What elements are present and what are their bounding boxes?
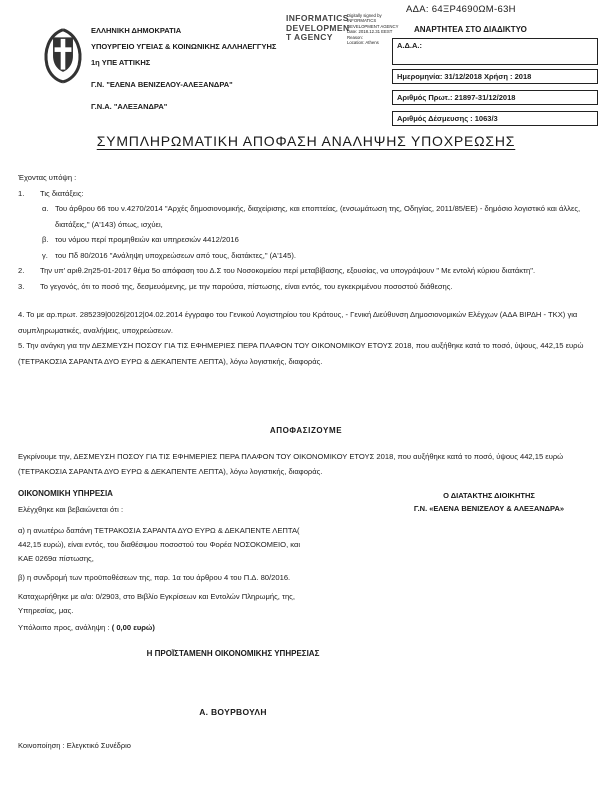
- financial-service-heading: ΟΙΚΟΝΟΜΙΚΗ ΥΠΗΡΕΣΙΑ: [18, 489, 113, 498]
- commitment-box-text: Αριθμός Δέσμευσης : 1063/3: [397, 114, 498, 123]
- list-item-5: 5. Την ανάγκη για την ΔΕΣΜΕΥΣΗ ΠΟΣΟΥ ΓΙΑ ΤΙΣ ΕΦΗΜΕΡΙΕΣ ΠΕΡΑ ΠΛΑΦΟΝ ΤΟΥ ΟΙΚΟΝΟΜΙΚΟΥ ΕΤΟΥΣ 2018, που αυξήθηκε κατά το ποσό, ύψους, 442,15 ευρώ (ΤΕΤΡΑΚΟΣΙΑ ΣΑΡΑΝΤΑ ΔΥΟ ΕΥΡΩ & ΔΕΚΑΠΕΝΤΕ ΛΕΠΤΑ), λόγω λογιστικής, διαφοράς.: [18, 341, 584, 366]
- date-box: [392, 69, 598, 84]
- ada-number: ΑΔΑ: 64ΞΡ4690ΩΜ-63Η: [406, 4, 516, 15]
- stamp-agency-line: T AGENCY: [286, 32, 333, 42]
- list-item-3: [18, 279, 598, 295]
- list-item-1-text: Τις διατάξεις:: [40, 188, 84, 198]
- stamp-detail-line: DEVELOPMENT AGENCY: [347, 23, 399, 29]
- stamp-agency-line: INFORMATICS: [286, 13, 349, 23]
- document-title: ΣΥΜΠΛΗΡΩΜΑΤΙΚΗ ΑΠΟΦΑΣΗ ΑΝΑΛΗΨΗΣ ΥΠΟΧΡΕΩΣΗΣ: [96, 133, 516, 149]
- org-line-ype: 1η ΥΠΕ ΑΤΤΙΚΗΣ: [91, 58, 151, 67]
- list-item-3-number: 3.: [18, 281, 25, 291]
- org-line-republic: ΕΛΛΗΝΙΚΗ ΔΗΜΟΚΡΑΤΙΑ: [91, 26, 182, 35]
- list-item-1: [18, 186, 598, 202]
- org-line-ministry: ΥΠΟΥΡΓΕΙΟ ΥΓΕΙΑΣ & ΚΟΙΝΩΝΙΚΗΣ ΑΛΛΗΛΕΓΓΥΗΣ: [91, 42, 277, 51]
- protocol-box-text: Αριθμός Πρωτ.: 21897-31/12/2018: [397, 93, 516, 102]
- authorizing-officer-hospital: Γ.Ν. «ΕΛΕΝΑ ΒΕΝΙΖΕΛΟΥ & ΑΛΕΞΑΝΔΡΑ»: [413, 504, 565, 513]
- ada-box: [392, 38, 598, 65]
- remaining-balance-value: ( 0,00 ευρώ): [111, 623, 155, 632]
- authorizing-officer-title: Ο ΔΙΑΤΑΚΤΗΣ ΔΙΟΙΚΗΤΗΣ: [443, 491, 535, 500]
- list-item-2-text: Την υπ' αριθ.2η25-01-2017 θέμα 5ο απόφαση του Δ.Σ του Νοσοκομείου περί μεταβίβασης, εξουσίας, να υπογράψουν " Με εντολή κύριου διατάκτη".: [40, 266, 536, 275]
- sub-item-b-text: του νόμου περί προμηθειών και υπηρεσιών 4412/2016: [55, 235, 239, 244]
- signature-stamp-agency: [286, 14, 350, 43]
- ada-box-label: Α.Δ.Α.:: [397, 41, 422, 50]
- stamp-detail-line: Location: Athens: [347, 40, 379, 46]
- list-item-2-number: 2.: [18, 266, 25, 275]
- finance-head-title: Η ΠΡΟΪΣΤΑΜΕΝΗ ΟΙΚΟΝΟΜΙΚΗΣ ΥΠΗΡΕΣΙΑΣ: [146, 649, 320, 658]
- cc-note: Κοινοποίηση : Ελεγκτικό Συνέδριο: [18, 741, 131, 750]
- signer-name: Α. ΒΟΥΡΒΟΥΛΗ: [199, 707, 267, 717]
- verification-intro: Ελέγχθηκε και βεβαιώνεται ότι :: [18, 505, 124, 514]
- list-item-3-text: Το γεγονός, ότι το ποσό της, δεσμευόμενης, με την παρούσα, πίστωσης, είναι εντός, του εγκεκριμένου ποσοστού διάθεσης.: [40, 281, 453, 291]
- greek-coat-of-arms-icon: [40, 26, 86, 84]
- list-item-1-number: 1.: [18, 188, 25, 198]
- decision-text: Εγκρίνουμε την, ΔΕΣΜΕΥΣΗ ΠΟΣΟΥ ΓΙΑ ΤΙΣ ΕΦΗΜΕΡΙΕΣ ΠΕΡΑ ΠΛΑΦΟΝ ΤΟΥ ΟΙΚΟΝΟΜΙΚΟΥ ΕΤΟΥΣ 2018, που αυξήθηκε κατά το ποσό, ύψους 442,15 ευρώ (ΤΕΤΡΑΚΟΣΙΑ ΣΑΡΑΝΤΑ ΔΥΟ ΕΥΡΩ & ΔΕΚΑΠΕΝΤΕ ΛΕΠΤΑ), λόγω λογιστικής, διαφοράς.: [18, 452, 564, 476]
- stamp-detail-line: Reason:: [347, 34, 364, 40]
- sub-item-c-letter: γ.: [42, 250, 48, 260]
- verification-point-b: β) η συνδρομή των προϋποθέσεων της, παρ. 1α του άρθρου 4 του Π.Δ. 80/2016.: [18, 573, 291, 582]
- sub-item-a-text: Του άρθρου 66 του ν.4270/2014 "Αρχές δημοσιονομικής, διαχείρισης, και εποπτείας, (ενσωμάτωση της, Οδηγίας, 2011/85/ΕΕ) - δημόσιο λογιστικό και άλλες, διατάξεις," (Α'143) όπως, ισχύει,: [55, 204, 581, 229]
- list-item-2: [18, 263, 598, 279]
- verification-point-a: α) η ανωτέρω δαπάνη ΤΕΤΡΑΚΟΣΙΑ ΣΑΡΑΝΤΑ ΔΥΟ ΕΥΡΩ & ΔΕΚΑΠΕΝΤΕ ΛΕΠΤΑ( 442,15 ευρώ), είναι εντός, του διαθέσιμου ποσοστού του Φορέα ΝΟΣΟΚΟΜΕΙΟ, και ΚΑΕ 0269α πίστωσης,: [18, 526, 301, 563]
- sub-item-c: [18, 248, 598, 264]
- list-item-4: 4. Το με αρ.πρωτ. 285239|0026|2012|04.02.2014 έγγραφο του Γενικού Λογιστηρίου του Κράτους, - Γενική Διεύθυνση Δημοσιονομικών Ελέγχων (ΑΔΑ ΒΙΡΔΗ - ΤΚΧ) για συμπληρωματικές, αναλήψεις, υποχρεώσεων.: [18, 310, 578, 335]
- verification-section: [18, 503, 310, 635]
- letterhead: [91, 23, 276, 115]
- stamp-detail-line: Digitally signed by: [347, 13, 382, 18]
- stamp-detail-line: INFORMATICS: [347, 18, 377, 24]
- having-regard-intro: Έχοντας υπόψη :: [18, 173, 77, 182]
- publish-on-internet-note: ΑΝΑΡΤΗΤΕΑ ΣΤΟ ΔΙΑΔΙΚΤΥΟ: [414, 25, 527, 34]
- protocol-number-box: [392, 90, 598, 105]
- date-box-text: Ημερομηνία: 31/12/2018 Χρήση : 2018: [397, 72, 532, 81]
- sub-item-b: [18, 232, 598, 248]
- org-line-hospital-2: Γ.Ν.Α. "ΑΛΕΞΑΝΔΡΑ": [91, 102, 168, 111]
- stamp-detail-line: Date: 2018.12.31 EEST: [347, 29, 393, 35]
- sub-item-c-text: του Πδ 80/2016 "Ανάληψη υποχρεώσεων από τους, διατάκτες," (Α'145).: [55, 250, 296, 260]
- decision-heading: ΑΠΟΦΑΣΙΖΟΥΜΕ: [269, 426, 343, 435]
- remaining-balance: [18, 621, 310, 635]
- authorizing-officer-block: [378, 489, 600, 515]
- sub-item-a: [18, 201, 598, 232]
- sub-item-a-letter: α.: [42, 204, 49, 213]
- sub-item-b-letter: β.: [42, 235, 49, 244]
- remaining-balance-label: Υπόλοιπο προς, ανάληψη :: [18, 623, 110, 632]
- commitment-number-box: [392, 111, 598, 126]
- stamp-agency-line: DEVELOPMEN: [286, 22, 350, 33]
- registration-note: Καταχωρήθηκε με α/α: 0/2903, στο Βιβλίο Εγκρίσεων και Εντολών Πληρωμής, της, Υπηρεσίας, μας.: [18, 592, 295, 615]
- document-body: [18, 170, 598, 369]
- org-line-hospital-1: Γ.Ν. "ΕΛΕΝΑ ΒΕΝΙΖΕΛΟΥ-ΑΛΕΞΑΝΔΡΑ": [91, 80, 233, 89]
